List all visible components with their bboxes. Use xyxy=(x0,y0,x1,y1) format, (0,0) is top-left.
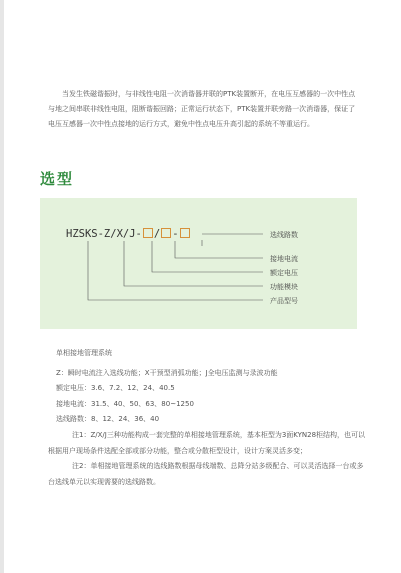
leader-line-voltage xyxy=(152,241,263,272)
model-dash: - xyxy=(172,228,179,240)
intro-paragraph: 当发生铁磁谐振时，与非线性电阻一次消谐器并联的PTK装置断开，在电压互感器的一次中性点与地之间串联非线性电阻，阻断谐振回路；正常运行状态下，PTK装置并联旁路一次消谐器，保证了电压互感器一次中性点接地的运行方式，避免中性点电压升高引起的系统不等重运行。 xyxy=(48,90,356,128)
label-current: 接地电流 xyxy=(270,255,298,263)
spec-note-2: 注2：单相接地管理系统的选线路数根据母线端数、总降分站多级配合、可以灵活选择一台或多台选线单元以实现需要的选线路数。 xyxy=(48,462,364,486)
spec-routes: 选线路数：8、12、24、36、40 xyxy=(56,415,160,424)
label-routes: 选线路数 xyxy=(270,231,298,239)
model-prefix: HZSKS-Z/X/J- xyxy=(66,228,142,240)
spec-list xyxy=(48,346,366,490)
label-voltage: 额定电压 xyxy=(270,269,298,277)
label-function: 功能模块 xyxy=(270,283,298,291)
leader-line-routes xyxy=(202,234,263,246)
spec-voltage: 额定电压：3.6、7.2、12、24、40.5 xyxy=(56,384,175,393)
leader-line-model xyxy=(88,241,263,300)
leader-line-current xyxy=(175,241,263,258)
spec-note-1: 注1：Z/X/J三种功能构成一套完整的单相接地管理系统，基本柜型为3面KYN28柜结构，也可以根据用户现场条件选配全部或部分功能，整合或分散柜型设计，设计方案灵活多变； xyxy=(48,430,366,455)
leader-line-function xyxy=(124,241,263,286)
spec-function: Z：瞬时电流注入选线功能；X干预型消弧功能；J全电压监测与录波功能 xyxy=(56,368,278,377)
label-model: 产品型号 xyxy=(270,297,298,305)
spec-heading: 单相接地管理系统 xyxy=(56,349,112,357)
model-slash: / xyxy=(153,228,161,240)
spec-current: 接地电流：31.5、40、50、63、80~1250 xyxy=(56,399,194,408)
section-title: 选型 xyxy=(40,170,75,188)
